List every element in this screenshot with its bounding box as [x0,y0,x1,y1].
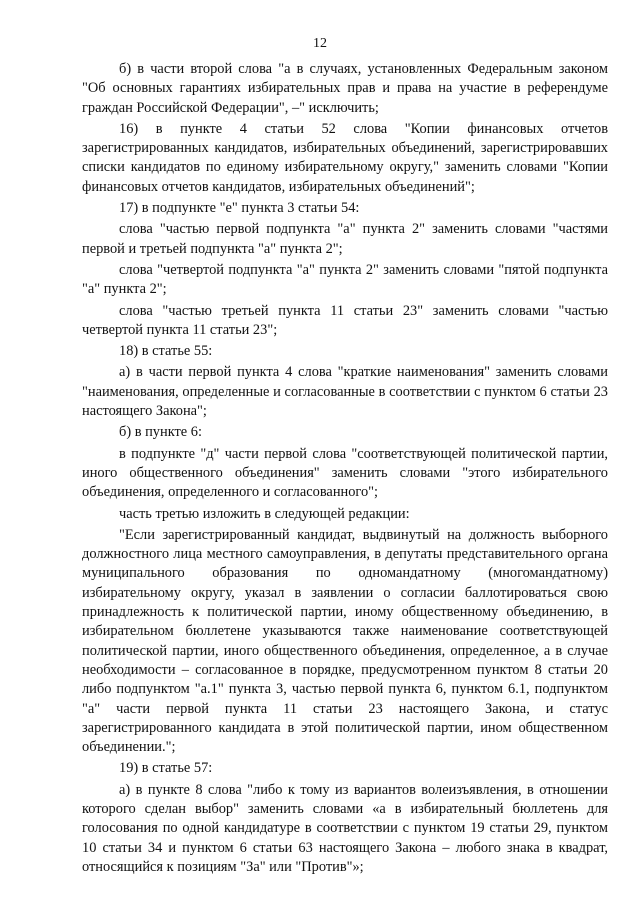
paragraph-item-18-quoted-text: "Если зарегистрированный кандидат, выдвинутый на должность выборного должностного лица местного самоуправления, в депутаты представительного органа муниципального образования по одномандатному (многомандатному) избирательному округу, указал в заявлении о согласии баллотироваться свою принадлежность к политической партии, иному общественному объединению, в избирательном бюллетене указываются также наименование соответствующей политической партии, иного общественного объединения, определенное, а в случае необходимости – согласованное в порядке, предусмотренном пунктом 8 статьи 20 либо подпунктом "а.1" пункта 3, частью первой пункта 6, пунктом 6.1, подпунктом "а" части первой пункта 11 статьи 23 настоящего Закона, и статус зарегистрированного кандидата в этой политической партии, ином общественном объединении."; [82,526,608,756]
paragraph-item-18-b-subitem-d: в подпункте "д" части первой слова "соответствующей политической партии, иного общественного объединения" заменить словами "этого избирательного объединения, определенного и согласованного"; [82,445,608,501]
paragraph-item-18-b-part-three: часть третью изложить в следующей редакции: [119,505,410,522]
paragraph-item-18-a: а) в части первой пункта 4 слова "краткие наименования" заменить словами "наименования, определенные и согласованные в соответствии с пунктом 6 статьи 23 настоящего Закона"; [82,364,608,420]
paragraph-item-16: 16) в пункте 4 статьи 52 слова "Копии финансовых отчетов зарегистрированных кандидатов, избирательных объединений, зарегистрировавших списки кандидатов по единому избирательному округу," заменить словами "Копии финансовых отчетов кандидатов, избирательных объединений"; [82,120,608,195]
paragraph-item-18: 18) в статье 55: [119,343,213,360]
paragraph-item-17-words-3: слова "частью третьей пункта 11 статьи 23" заменить словами "частью четвертой пункта 11 статьи 23"; [82,302,608,338]
paragraph-item-17-words-1: слова "частью первой подпункта "а" пункта 2" заменить словами "частями первой и третьей подпункта "а" пункта 2"; [82,221,608,257]
paragraph-item-b-part-two: б) в части второй слова "а в случаях, установленных Федеральным законом "Об основных гарантиях избирательных прав и права на участие в референдуме граждан Российской Федерации", –" исключить; [82,61,608,116]
page-number: 12 [313,36,327,51]
paragraph-item-18-b: б) в пункте 6: [119,424,202,441]
paragraph-item-19-a: а) в пункте 8 слова "либо к тому из вариантов волеизъявления, в отношении которого сделан выбор" заменить словами «а в избирательный бюллетень для голосования по одной кандидатуре в соответствии с пунктом 19 статьи 29, пунктом 10 статьи 34 и пунктом 6 статьи 63 настоящего Закона – любого знака в квадрат, относящийся к позициям "За" или "Против"»; [82,781,608,875]
paragraph-item-17-words-2: слова "четвертой подпункта "а" пункта 2" заменить словами "пятой подпункта "а" пункта 2"; [82,261,608,298]
document-body [82,60,608,877]
paragraph-item-17: 17) в подпункте "е" пункта 3 статьи 54: [119,200,360,217]
paragraph-item-19: 19) в статье 57: [119,760,213,777]
